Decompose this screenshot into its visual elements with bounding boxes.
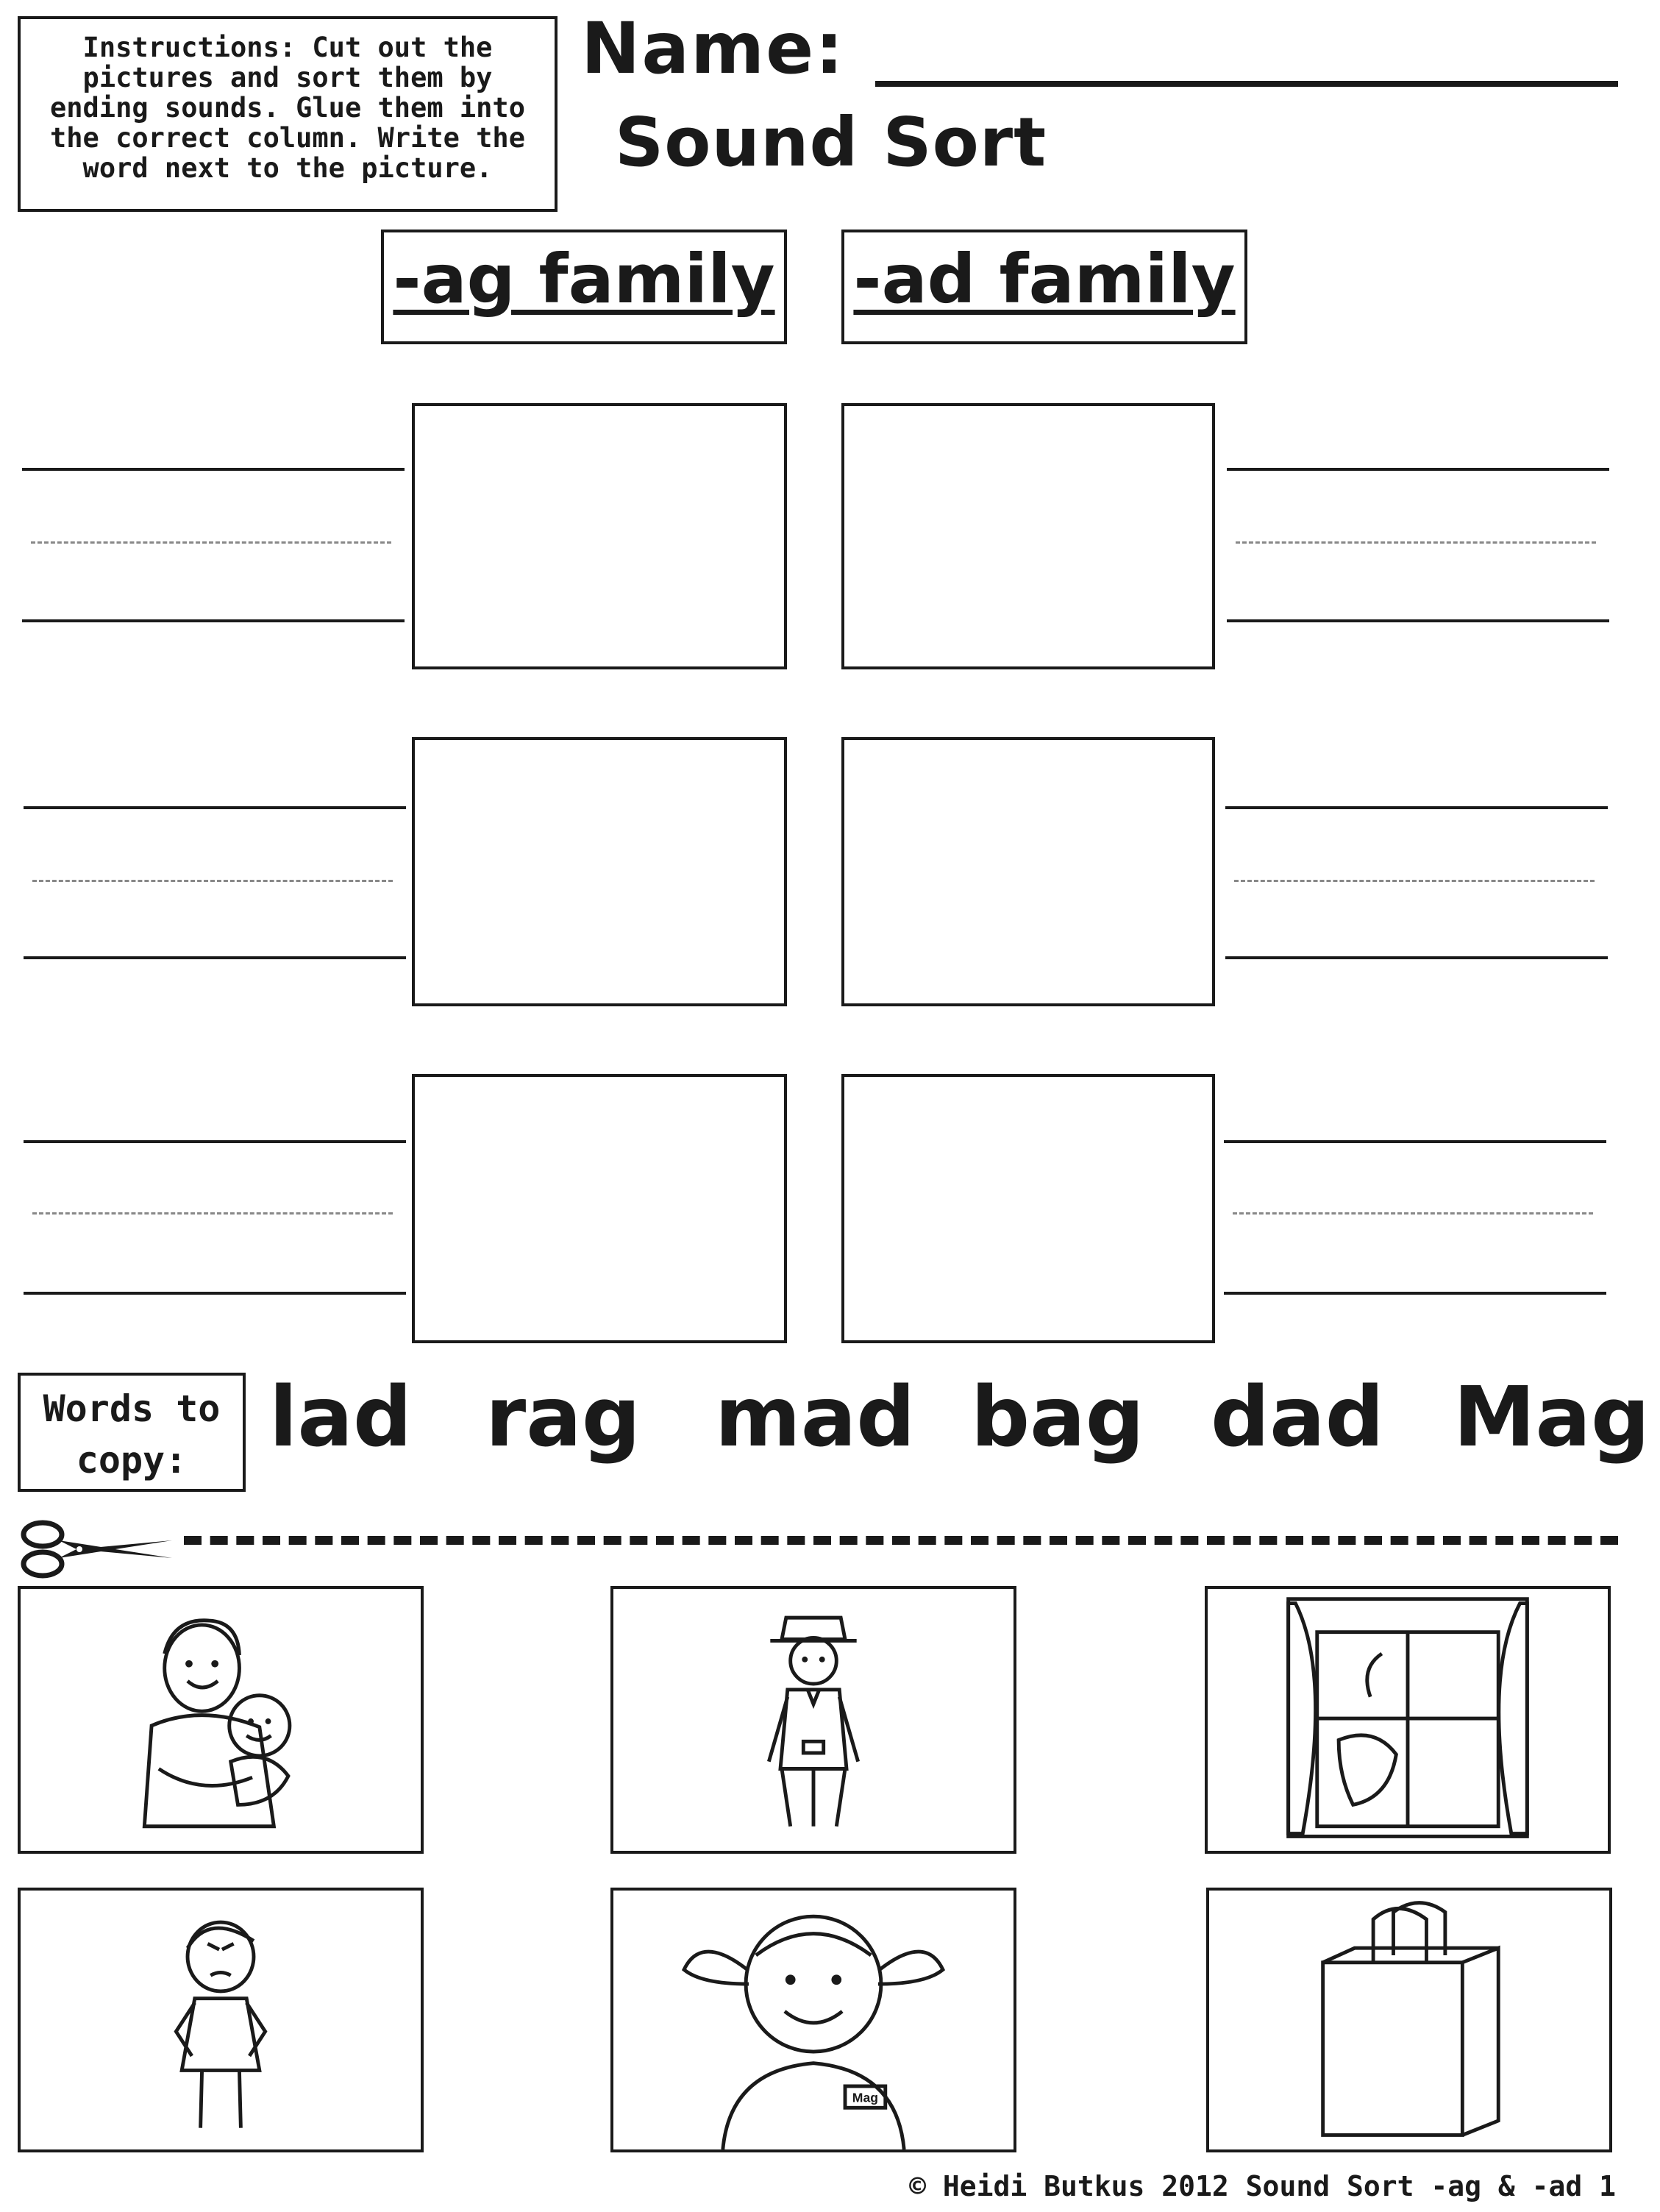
write-line-top[interactable] — [24, 806, 406, 809]
write-line-base[interactable] — [22, 619, 405, 622]
write-line-top[interactable] — [22, 468, 405, 471]
write-line-top[interactable] — [24, 1140, 406, 1143]
copy-word: bag — [971, 1370, 1144, 1465]
bag-picture — [1209, 1891, 1609, 2149]
write-line-mid — [32, 1212, 393, 1215]
copy-word: lad — [269, 1370, 413, 1465]
paste-box-ad-1[interactable] — [841, 403, 1215, 669]
page-title: Sound Sort — [615, 103, 1047, 182]
name-write-line[interactable] — [875, 81, 1618, 87]
write-line-base[interactable] — [1227, 619, 1609, 622]
paste-box-ag-1[interactable] — [412, 403, 787, 669]
ag-family-header — [381, 230, 787, 344]
window-rag-picture — [1208, 1589, 1608, 1851]
instructions-box — [18, 16, 558, 212]
mad-girl-picture — [21, 1891, 421, 2149]
write-line-top[interactable] — [1227, 468, 1609, 471]
copy-word: mad — [715, 1370, 916, 1465]
ag-family-label: -ag family — [393, 240, 775, 319]
cut-line — [184, 1536, 1618, 1545]
picture-card-mad[interactable] — [18, 1888, 424, 2152]
copy-word: Mag — [1453, 1370, 1650, 1465]
scissors-icon — [18, 1515, 179, 1582]
write-line-base[interactable] — [24, 1292, 406, 1295]
picture-card-lad[interactable] — [610, 1586, 1016, 1854]
ad-family-header — [841, 230, 1247, 344]
name-label: Name: — [581, 7, 845, 90]
write-line-top[interactable] — [1224, 1140, 1606, 1143]
write-line-base[interactable] — [1224, 1292, 1606, 1295]
picture-card-bag[interactable] — [1206, 1888, 1612, 2152]
picture-card-dad[interactable] — [18, 1586, 424, 1854]
picture-card-mag[interactable] — [610, 1888, 1016, 2152]
girl-named-mag-picture — [613, 1891, 1014, 2149]
paste-box-ag-3[interactable] — [412, 1074, 787, 1343]
words-to-copy-label: Words to copy: — [18, 1373, 246, 1492]
write-line-mid — [1236, 541, 1596, 544]
paste-box-ad-3[interactable] — [841, 1074, 1215, 1343]
write-line-base[interactable] — [24, 956, 406, 959]
dad-with-baby-picture — [21, 1589, 421, 1851]
write-line-mid — [1234, 880, 1595, 882]
copy-word: dad — [1211, 1370, 1384, 1465]
boy-picture — [613, 1589, 1014, 1851]
footer-copyright: © Heidi Butkus 2012 Sound Sort -ag & -ad 1 — [909, 2170, 1616, 2202]
write-line-mid — [31, 541, 391, 544]
name-tag-text: Mag — [852, 2090, 878, 2105]
instructions-text: Instructions: Cut out the pictures and sort them by ending sounds. Glue them into the correct column. Write the word next to the picture. — [49, 32, 525, 184]
paste-box-ag-2[interactable] — [412, 737, 787, 1006]
ad-family-label: -ad family — [853, 240, 1236, 319]
copy-word: rag — [485, 1370, 641, 1465]
write-line-mid — [32, 880, 393, 882]
paste-box-ad-2[interactable] — [841, 737, 1215, 1006]
write-line-mid — [1233, 1212, 1593, 1215]
write-line-base[interactable] — [1225, 956, 1608, 959]
write-line-top[interactable] — [1225, 806, 1608, 809]
picture-card-rag[interactable] — [1205, 1586, 1611, 1854]
